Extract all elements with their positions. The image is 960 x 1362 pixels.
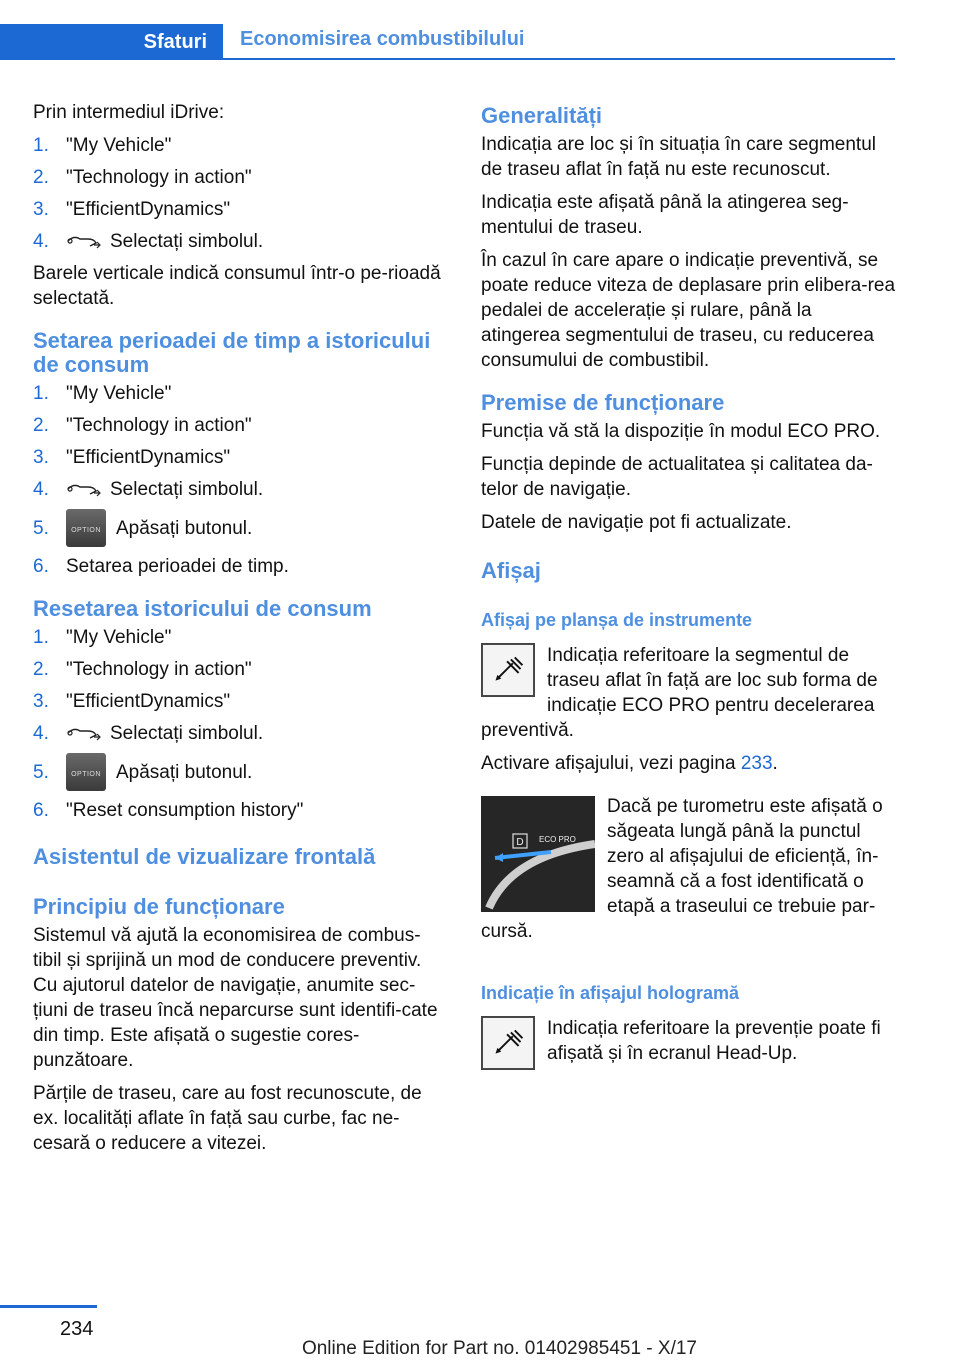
list-item: 3. "EfficientDynamics" bbox=[33, 199, 231, 220]
heading-reset: Resetarea istoricului de consum bbox=[33, 596, 372, 621]
heading-period: Setarea perioadei de timp a istoricului de consum bbox=[33, 328, 431, 377]
left-column bbox=[33, 100, 448, 1164]
heading-principle: Principiu de funcționare bbox=[33, 894, 285, 919]
route-icon bbox=[66, 481, 102, 499]
principle-paragraph: Sistemul vă ajută la economisirea de combus-tibil și sprijină un mod de conducere preventiv. Cu ajutorul datelor de navigație, anumite sec-țiuni de traseu încă neparcurse sunt identifi-cate din timp. Este afișată o sugestie cores-punzătoare. bbox=[33, 925, 438, 1071]
parts-paragraph: Părțile de traseu, care au fost recunoscute, de ex. localități aflate în față sau curbe, fac ne-cesară o reducere a vitezei. bbox=[33, 1083, 422, 1154]
list-item: 5. OPTION Apăsați butonul. bbox=[33, 509, 448, 547]
prereq-paragraph-2: Funcția depinde de actualitatea și calitatea da-telor de navigație. bbox=[481, 454, 873, 500]
gauge-label-d: D bbox=[516, 837, 524, 848]
hud-block bbox=[481, 1016, 896, 1074]
heading-prerequisites: Premise de funcționare bbox=[481, 390, 725, 415]
list-item: 6. "Reset consumption history" bbox=[33, 800, 304, 821]
page-header bbox=[0, 0, 895, 62]
heading-hud: Indicație în afișajul hologramă bbox=[481, 983, 740, 1003]
general-paragraph-1: Indicația are loc și în situația în care segmentul de traseu aflat în față nu este recunoscut. bbox=[481, 134, 876, 180]
general-paragraph-2: Indicația este afișată până la atingerea seg-mentului de traseu. bbox=[481, 192, 849, 238]
heading-general: Generalități bbox=[481, 103, 603, 128]
activation-paragraph: Activare afișajului, vezi pagina 233. bbox=[481, 753, 778, 774]
tachometer-image bbox=[481, 796, 595, 912]
prereq-paragraph-3: Datele de navigație pot fi actualizate. bbox=[481, 512, 792, 533]
heading-cluster: Afișaj pe planșa de instrumente bbox=[481, 610, 753, 630]
list-item: 1. "My Vehicle" bbox=[33, 135, 172, 156]
heading-assistant: Asistentul de vizualizare frontală bbox=[33, 844, 376, 869]
gauge-paragraph: Dacă pe turometru este afișată o săgeata lungă până la punctul zero al afișajului de eficiență, în-seamnă că a fost identificată o etapă a traseului ce trebuie par-cursă. bbox=[481, 796, 883, 942]
steps-list-1 bbox=[33, 133, 448, 254]
footer-rule bbox=[0, 1305, 97, 1308]
bars-paragraph: Barele verticale indică consumul într-o pe-rioadă selectată. bbox=[33, 263, 441, 309]
heading-display: Afișaj bbox=[481, 558, 541, 583]
edition-note: Online Edition for Part no. 01402985451 - X/17 bbox=[301, 1338, 697, 1359]
page-number: 234 bbox=[60, 1318, 94, 1340]
list-item: 2. "Technology in action" bbox=[33, 659, 252, 680]
general-paragraph-3: În cazul în care apare o indicație preventivă, se poate reduce viteza de deplasare prin elibera-rea pedalei de accelerație și rulare, până la atingerea segmentului de traseu, cu reducerea consumului de combustibil. bbox=[481, 250, 896, 371]
chapter-title: Economisirea combustibilului bbox=[240, 28, 525, 50]
list-item: 1. "My Vehicle" bbox=[33, 627, 172, 648]
header-rule bbox=[223, 58, 895, 60]
eco-pro-indicator-icon bbox=[481, 1016, 535, 1070]
route-icon bbox=[66, 725, 102, 743]
list-item: 2. "Technology in action" bbox=[33, 167, 252, 188]
steps-list-3 bbox=[33, 625, 448, 823]
cluster-block bbox=[481, 643, 896, 751]
option-button-icon: OPTION bbox=[66, 753, 106, 791]
option-button-icon: OPTION bbox=[66, 509, 106, 547]
list-item: 1. "My Vehicle" bbox=[33, 383, 172, 404]
list-item: 4. Selectați simbolul. bbox=[33, 479, 264, 500]
list-item: 6. Setarea perioadei de timp. bbox=[33, 556, 289, 577]
list-item: 2. "Technology in action" bbox=[33, 415, 252, 436]
section-tab: Sfaturi bbox=[0, 24, 223, 60]
list-item: 3. "EfficientDynamics" bbox=[33, 447, 231, 468]
gauge-block bbox=[481, 794, 896, 952]
route-icon bbox=[66, 233, 102, 251]
hud-paragraph: Indicația referitoare la prevenție poate fi afișată și în ecranul Head-Up. bbox=[547, 1018, 881, 1064]
page-link[interactable]: 233 bbox=[740, 753, 773, 774]
cluster-paragraph: Indicația referitoare la segmentul de traseu aflat în față are loc sub forma de indicație ECO PRO pentru decelerarea preventivă. bbox=[481, 645, 878, 741]
gauge-label-eco: ECO PRO bbox=[539, 835, 576, 844]
right-column bbox=[481, 100, 896, 1074]
intro-text: Prin intermediul iDrive: bbox=[33, 102, 225, 123]
prereq-paragraph-1: Funcția vă stă la dispoziție în modul ECO PRO. bbox=[481, 421, 881, 442]
steps-list-2 bbox=[33, 381, 448, 579]
list-item: 3. "EfficientDynamics" bbox=[33, 691, 231, 712]
list-item: 4. Selectați simbolul. bbox=[33, 231, 264, 252]
list-item: 4. Selectați simbolul. bbox=[33, 723, 264, 744]
eco-pro-indicator-icon bbox=[481, 643, 535, 697]
list-item: 5. OPTION Apăsați butonul. bbox=[33, 753, 448, 791]
